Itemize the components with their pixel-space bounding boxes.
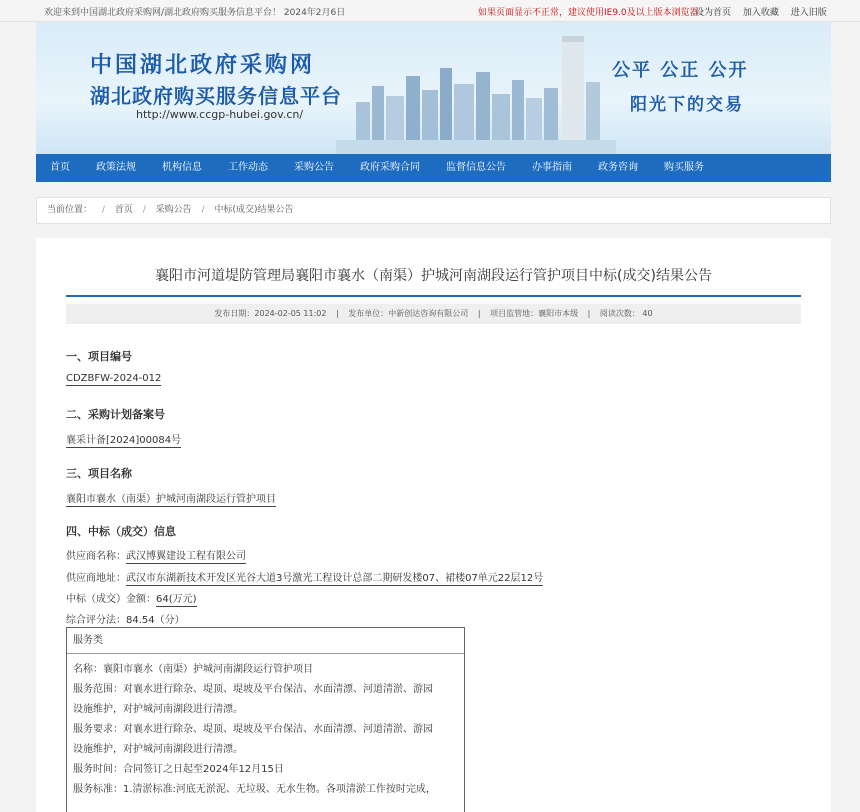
project-number — [66, 373, 161, 384]
top-bar — [0, 0, 860, 22]
nav-guide[interactable]: 办事指南 — [532, 162, 572, 173]
section-project-name: 三、项目名称 — [66, 467, 132, 480]
section-award-info: 四、中标（成交）信息 — [66, 525, 176, 538]
service-line: 设施维护，对护城河南湖段进行清漂。 — [73, 704, 243, 715]
site-title: 中国湖北政府采购网 — [90, 53, 316, 78]
publish-date: 发布日期：2024-02-05 11:02 — [214, 309, 327, 318]
score-value: 84.54（分） — [126, 615, 185, 626]
amount-label: 中标（成交）金额： — [66, 594, 156, 605]
service-line: 设施维护，对护城河南湖段进行清漂。 — [73, 744, 243, 755]
service-line: 服务标准：1.清淤标准:河底无淤泥、无垃圾、无水生物。各项清淤工作按时完成， — [73, 784, 436, 795]
supplier-address: 武汉市东湖新技术开发区光谷大道3号激光工程设计总部二期研发楼07、裙楼07单元22层12号 — [126, 573, 544, 584]
nav-work-news[interactable]: 工作动态 — [228, 162, 268, 173]
breadcrumb-separator: / — [142, 205, 146, 215]
skyline-illustration — [336, 22, 616, 154]
nav-policies[interactable]: 政策法规 — [96, 162, 136, 173]
service-line: 服务要求：对襄水进行除杂、堤顶、堤坡及平台保洁、水面清漂、河道清淤、游园 — [73, 724, 433, 735]
section-plan-number: 二、采购计划备案号 — [66, 408, 165, 421]
amount-row — [66, 590, 197, 605]
meta-separator: | — [587, 309, 591, 318]
service-line: 名称：襄阳市襄水（南渠）护城河南湖段运行管护项目 — [73, 664, 313, 675]
plan-number-value: 襄采计备[2024]00084号 — [66, 435, 182, 446]
project-name-value: 襄阳市襄水（南渠）护城河南湖段运行管护项目 — [66, 494, 276, 505]
site-subtitle: 湖北政府购买服务信息平台 — [90, 84, 342, 108]
slogan-fair: 公平 公正 公开 — [612, 60, 749, 81]
nav-supervision[interactable]: 监督信息公告 — [446, 162, 506, 173]
publisher: 发布单位：中新创达咨询有限公司 — [348, 309, 469, 318]
breadcrumb-home[interactable]: 首页 — [114, 205, 133, 215]
meta-separator: | — [336, 309, 339, 318]
project-name — [66, 490, 276, 505]
article-title: 襄阳市河道堤防管理局襄阳市襄水（南渠）护城河南湖段运行管护项目中标(成交)结果公告 — [155, 268, 712, 284]
supplier-name: 武汉博翼建设工程有限公司 — [126, 551, 246, 562]
plan-number — [66, 431, 181, 446]
meta-separator: | — [477, 309, 481, 318]
breadcrumb-category[interactable]: 采购公告 — [155, 205, 192, 215]
award-amount: 64(万元) — [156, 594, 197, 605]
service-table-header: 服务类 — [67, 628, 464, 654]
score-label: 综合评分法： — [66, 615, 126, 626]
site-url: http://www.ccgp-hubei.gov.cn/ — [136, 108, 304, 121]
supplier-row — [66, 547, 246, 562]
section-project-number: 一、项目编号 — [66, 350, 132, 363]
nav-institutions[interactable]: 机构信息 — [162, 162, 202, 173]
site-banner — [36, 22, 831, 154]
title-divider — [66, 295, 801, 297]
breadcrumb-separator: / — [101, 205, 105, 215]
main-nav — [36, 154, 831, 182]
view-count: 阅读次数： 40 — [599, 309, 653, 318]
breadcrumb-separator: / — [201, 205, 205, 215]
old-version-link[interactable]: 进入旧版 — [790, 8, 827, 18]
nav-contracts[interactable]: 政府采购合同 — [360, 162, 420, 173]
service-line: 服务时间：合同签订之日起至2024年12月15日 — [73, 764, 284, 775]
address-row — [66, 569, 543, 584]
article-meta — [66, 304, 801, 324]
address-label: 供应商地址： — [66, 573, 126, 584]
service-line: 服务范围：对襄水进行除杂、堤顶、堤坡及平台保洁、水面清漂、河道清淤、游园 — [73, 684, 433, 695]
top-links — [695, 5, 836, 18]
supplier-label: 供应商名称： — [66, 551, 126, 562]
slogan-sunshine: 阳光下的交易 — [630, 95, 744, 115]
breadcrumb — [36, 197, 831, 224]
breadcrumb-current: 中标(成交)结果公告 — [214, 205, 294, 215]
service-table — [66, 627, 465, 812]
score-row — [66, 611, 185, 626]
project-number-value: CDZBFW-2024-012 — [66, 373, 162, 384]
breadcrumb-prefix: 当前位置： — [47, 205, 93, 215]
nav-home[interactable]: 首页 — [50, 162, 70, 173]
region: 项目监管地：襄阳市本级 — [490, 309, 579, 318]
add-favorite-link[interactable]: 加入收藏 — [742, 8, 779, 18]
nav-purchase-services[interactable]: 购买服务 — [664, 162, 704, 173]
article-panel — [36, 238, 831, 812]
welcome-text: 欢迎来到中国湖北政府采购网/湖北政府购买服务信息平台！ 2024年2月6日 — [44, 8, 346, 18]
nav-consulting[interactable]: 政务咨询 — [598, 162, 638, 173]
set-home-link[interactable]: 设为首页 — [695, 8, 732, 18]
service-table-body — [67, 654, 464, 806]
nav-procurement-notices[interactable]: 采购公告 — [294, 162, 334, 173]
browser-warning: 如果页面显示不正常，建议使用IE9.0及以上版本浏览器 — [478, 8, 699, 18]
